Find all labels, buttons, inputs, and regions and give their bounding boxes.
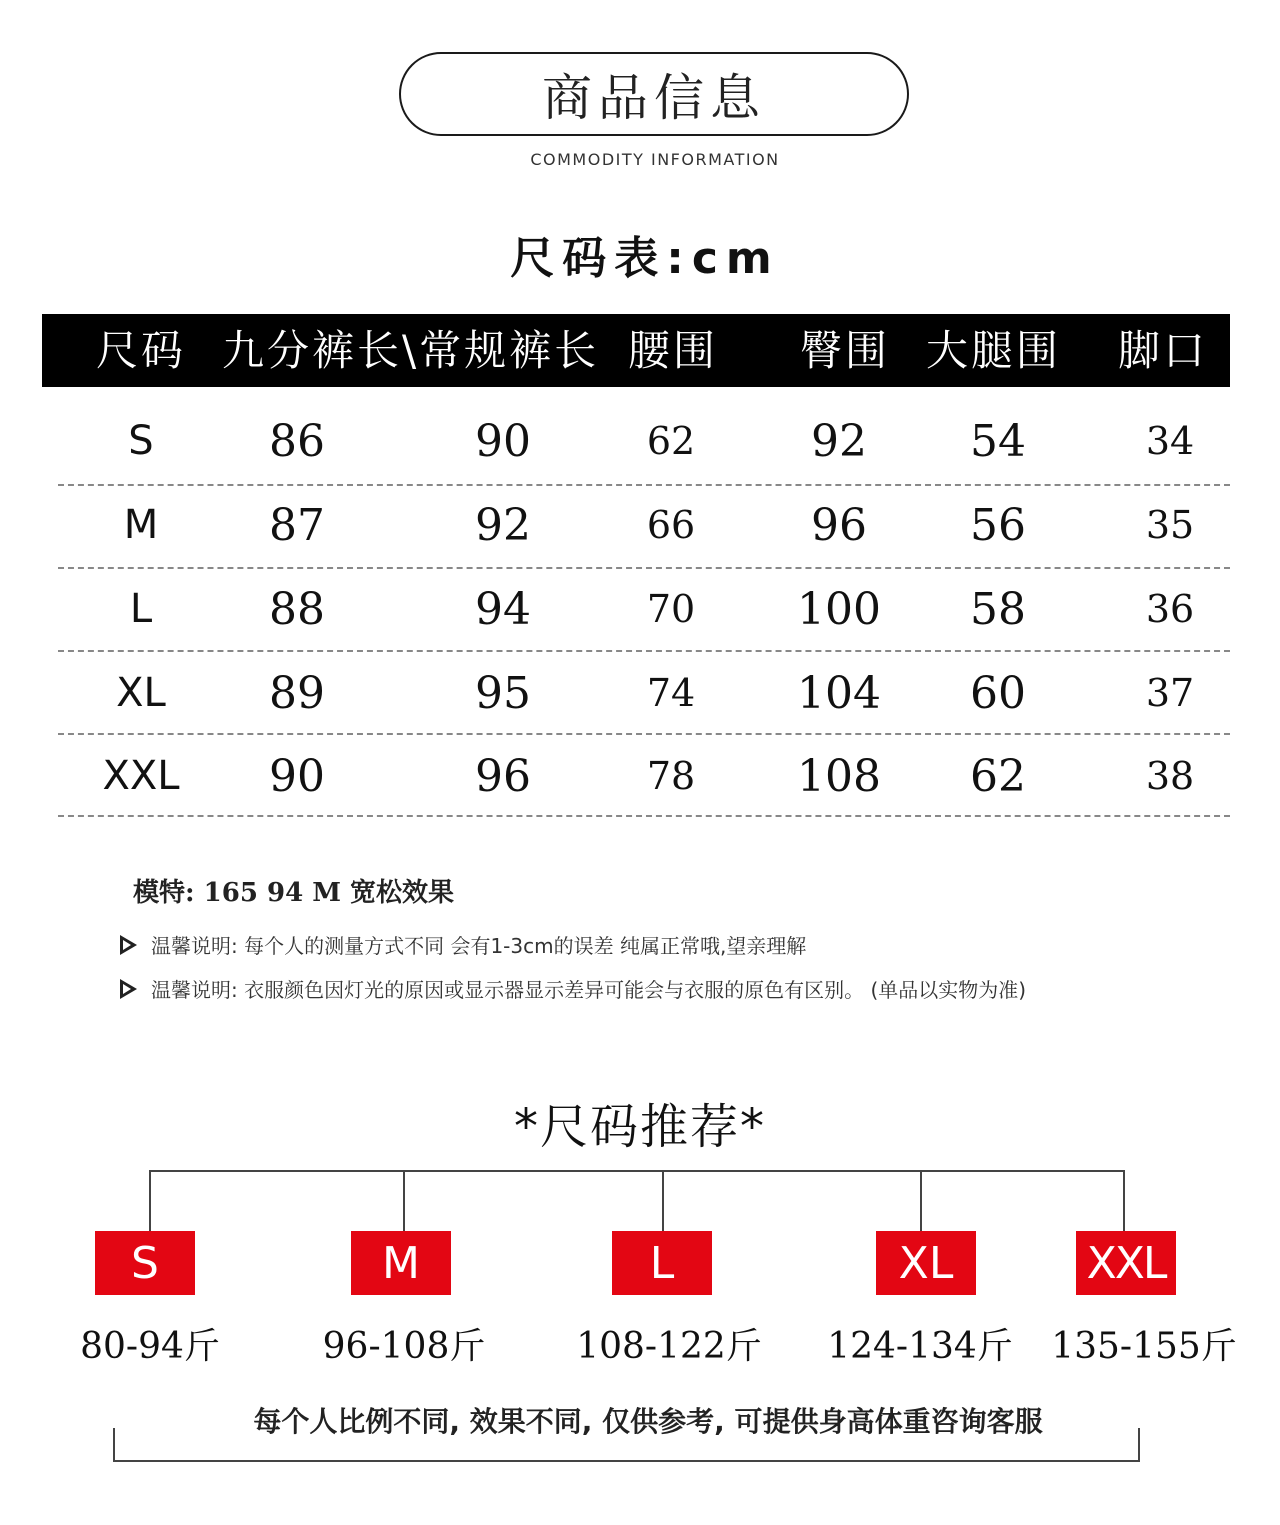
cell-thigh: 60 [970,668,1026,719]
weight-range: 135-155斤 [1051,1326,1237,1367]
cell-cropped-length: 88 [269,584,325,635]
table-row [0,484,1280,567]
cell-size: M [123,502,159,548]
tip-text: 温馨说明: 每个人的测量方式不同 会有1-3cm的误差 纯属正常哦,望亲理解 [151,934,807,958]
cell-hip: 108 [797,751,881,802]
table-row [0,735,1280,818]
table-row [0,652,1280,735]
connector-bar [149,1170,1125,1172]
weight-range: 124-134斤 [827,1326,1013,1367]
cell-regular-length: 96 [475,751,531,802]
size-badge-s: S [95,1231,195,1295]
cell-cropped-length: 90 [269,751,325,802]
connector-stem [403,1170,405,1231]
cell-thigh: 62 [970,751,1026,802]
section-title: 商品信息 [542,69,766,127]
connector-stem [149,1170,151,1231]
cell-thigh: 54 [970,416,1026,467]
tip-text: 温馨说明: 衣服颜色因灯光的原因或显示器显示差异可能会与衣服的原色有区别。 (单品以实物为准) [151,978,1027,1002]
footer-bracket [113,1460,1140,1462]
size-badge-m: M [351,1231,451,1295]
weight-range: 80-94斤 [80,1326,220,1367]
header-hip: 臀围 [800,326,891,375]
cell-thigh: 58 [970,584,1026,635]
cell-waist: 66 [646,503,696,547]
cell-hem: 38 [1145,754,1195,798]
cell-hip: 104 [797,668,881,719]
cell-regular-length: 95 [475,668,531,719]
table-row [0,400,1280,483]
header-size: 尺码 [96,326,187,375]
section-subtitle: COMMODITY INFORMATION [530,150,780,169]
connector-stem [1123,1170,1125,1231]
row-divider [58,815,1230,817]
footer-bracket-left [113,1428,115,1462]
cell-hip: 96 [811,500,867,551]
connector-stem [662,1170,664,1231]
cell-hem: 36 [1145,587,1195,631]
model-info: 模特: 165 94 M 宽松效果 [133,878,455,908]
cell-size: XXL [102,753,180,799]
weight-range: 108-122斤 [576,1326,762,1367]
cell-hip: 92 [811,416,867,467]
cell-hip: 100 [797,584,881,635]
cell-regular-length: 92 [475,500,531,551]
size-table-title: 尺码表:cm [510,233,780,284]
header-waist: 腰围 [628,326,719,375]
header-hem: 脚口 [1118,326,1209,375]
cell-regular-length: 90 [475,416,531,467]
connector-stem [920,1170,922,1231]
size-badge-xxl: XXL [1076,1231,1176,1295]
cell-cropped-length: 87 [269,500,325,551]
cell-waist: 70 [646,587,696,631]
cell-waist: 62 [646,419,696,463]
section-title-pill [399,52,909,136]
size-table-header [42,314,1230,387]
cell-waist: 74 [646,671,696,715]
cell-hem: 34 [1145,419,1195,463]
cell-hem: 37 [1145,671,1195,715]
header-pants-length: 九分裤长\常规裤长 [222,326,600,375]
cell-size: S [128,418,154,464]
cell-hem: 35 [1145,503,1195,547]
play-triangle-icon [120,935,137,955]
cell-cropped-length: 86 [269,416,325,467]
tip-line [120,930,806,959]
weight-range: 96-108斤 [322,1326,486,1367]
cell-size: L [129,586,153,632]
recommendation-title: *尺码推荐* [513,1099,766,1155]
play-triangle-icon [120,979,137,999]
cell-regular-length: 94 [475,584,531,635]
table-row [0,568,1280,651]
cell-size: XL [116,670,166,716]
recommendation-footer: 每个人比例不同, 效果不同, 仅供参考, 可提供身高体重咨询客服 [253,1405,1043,1438]
cell-thigh: 56 [970,500,1026,551]
cell-cropped-length: 89 [269,668,325,719]
size-badge-l: L [612,1231,712,1295]
header-thigh: 大腿围 [926,326,1062,375]
cell-waist: 78 [646,754,696,798]
tip-line [120,974,1026,1003]
size-badge-xl: XL [876,1231,976,1295]
footer-bracket-right [1138,1428,1140,1462]
